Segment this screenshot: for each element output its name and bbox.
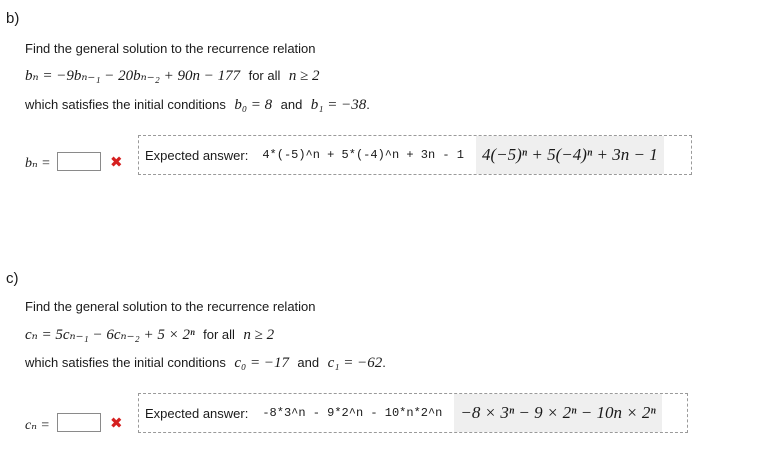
part-b-answer-prefix: bₙ = xyxy=(25,156,51,171)
part-c-prompt: Find the general solution to the recurrence relation xyxy=(25,299,316,314)
part-c-incorrect-icon: ✖ xyxy=(110,415,123,432)
part-c-initial-and: and xyxy=(297,355,320,370)
part-b-expected-rendered: 4(−5)ⁿ + 5(−4)ⁿ + 3n − 1 xyxy=(476,136,664,174)
part-b-expected-label: Expected answer: xyxy=(145,147,249,163)
part-c-relation-line xyxy=(25,325,274,344)
part-c-initial-prefix: which satisfies the initial conditions xyxy=(25,355,226,370)
part-c-answer-input[interactable] xyxy=(57,413,101,432)
part-c-expected-code: -8*3^n - 9*2^n - 10*n*2^n xyxy=(262,406,443,420)
part-c-relation: cₙ = 5cₙ₋₁ − 6cₙ₋₂ + 5 × 2ⁿ xyxy=(25,327,195,343)
part-b-expected-code: 4*(-5)^n + 5*(-4)^n + 3n - 1 xyxy=(262,148,464,162)
part-b-prompt: Find the general solution to the recurrence relation xyxy=(25,41,316,56)
part-c-expected-label: Expected answer: xyxy=(145,405,249,421)
part-b-initial-line xyxy=(25,96,370,114)
part-c-initial-1: c₀ = −17 xyxy=(234,355,289,371)
part-c-initial-2: c₁ = −62 xyxy=(327,355,383,371)
part-b-answer-input[interactable] xyxy=(57,152,101,171)
part-c-label: c) xyxy=(6,270,19,287)
part-b-initial-2: b₁ = −38 xyxy=(310,97,367,113)
part-c-initial-suffix: . xyxy=(382,355,386,370)
part-b-condition: n ≥ 2 xyxy=(288,68,320,84)
part-b-condition-text: for all xyxy=(248,68,281,83)
part-b-initial-1: b₀ = 8 xyxy=(234,97,273,113)
part-c-expected-rendered: −8 × 3ⁿ − 9 × 2ⁿ − 10n × 2ⁿ xyxy=(454,394,661,432)
part-b-relation: bₙ = −9bₙ₋₁ − 20bₙ₋₂ + 90n − 177 xyxy=(25,68,241,84)
part-b-label: b) xyxy=(6,10,20,27)
part-c-expected-answer-box xyxy=(138,393,688,433)
part-c-condition: n ≥ 2 xyxy=(243,327,275,343)
part-b-relation-line xyxy=(25,66,320,85)
part-b-initial-suffix: . xyxy=(366,97,370,112)
part-c-initial-line xyxy=(25,354,386,372)
part-c-condition-text: for all xyxy=(203,327,235,342)
part-b-initial-and: and xyxy=(280,97,303,112)
part-b-expected-answer-box xyxy=(138,135,692,175)
part-c-answer-prefix: cₙ = xyxy=(25,418,50,433)
part-b-initial-prefix: which satisfies the initial conditions xyxy=(25,97,226,112)
part-b-incorrect-icon: ✖ xyxy=(110,154,123,171)
